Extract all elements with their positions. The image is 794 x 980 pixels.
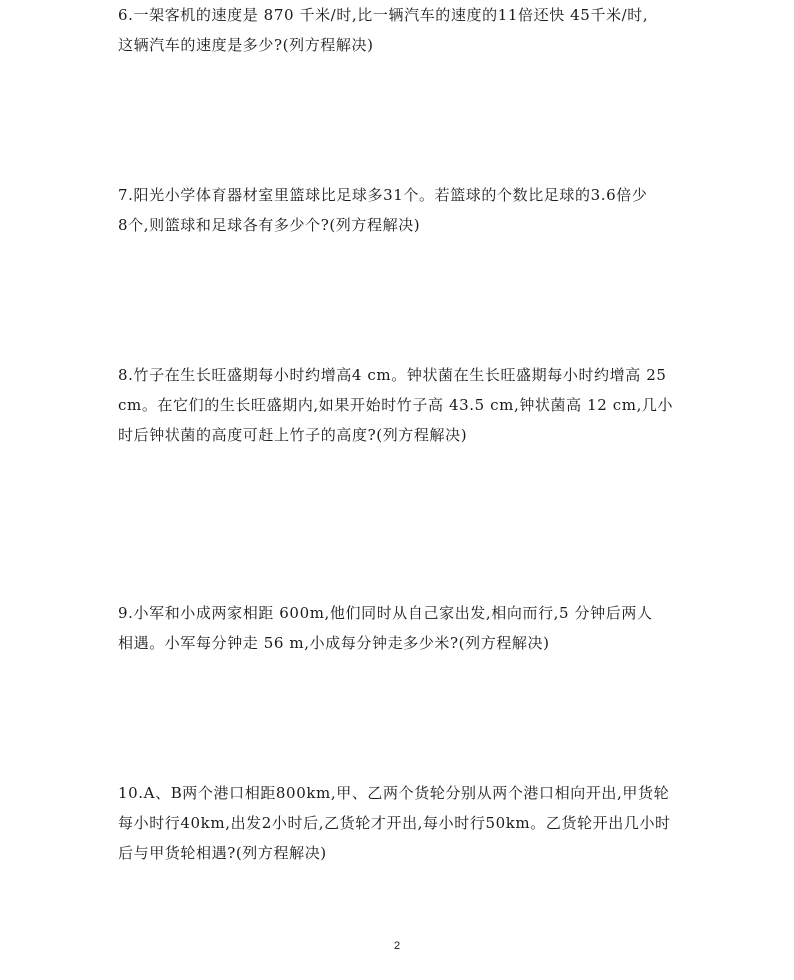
- problem-8: [118, 360, 690, 450]
- problem-7: [118, 180, 690, 240]
- problem-8-line-3: 时后钟状菌的高度可赶上竹子的高度?(列方程解决): [118, 426, 468, 444]
- problem-7-line-1: 7.阳光小学体育器材室里篮球比足球多31个。若篮球的个数比足球的3.6倍少: [118, 186, 648, 204]
- problem-6: [118, 0, 690, 60]
- problem-9: [118, 598, 690, 658]
- problem-6-line-2: 这辆汽车的速度是多少?(列方程解决): [118, 36, 374, 54]
- problem-8-line-2: cm。在它们的生长旺盛期内,如果开始时竹子高 43.5 cm,钟状菌高 12 cm,几小: [118, 396, 674, 414]
- problem-10: [118, 778, 690, 868]
- problem-10-line-2: 每小时行40km,出发2小时后,乙货轮才开出,每小时行50km。乙货轮开出几小时: [118, 814, 671, 832]
- page-number: 2: [393, 940, 401, 952]
- problem-6-line-1: 6.一架客机的速度是 870 千米/时,比一辆汽车的速度的11倍还快 45千米/时,: [118, 6, 649, 24]
- problem-10-line-3: 后与甲货轮相遇?(列方程解决): [118, 844, 327, 862]
- problem-9-line-2: 相遇。小军每分钟走 56 m,小成每分钟走多少米?(列方程解决): [118, 634, 550, 652]
- problem-8-line-1: 8.竹子在生长旺盛期每小时约增高4 cm。钟状菌在生长旺盛期每小时约增高 25: [118, 366, 667, 384]
- problem-10-line-1: 10.A、B两个港口相距800km,甲、乙两个货轮分别从两个港口相向开出,甲货轮: [118, 784, 670, 802]
- problem-7-line-2: 8个,则篮球和足球各有多少个?(列方程解决): [118, 216, 421, 234]
- problem-9-line-1: 9.小军和小成两家相距 600m,他们同时从自己家出发,相向而行,5 分钟后两人: [118, 604, 653, 622]
